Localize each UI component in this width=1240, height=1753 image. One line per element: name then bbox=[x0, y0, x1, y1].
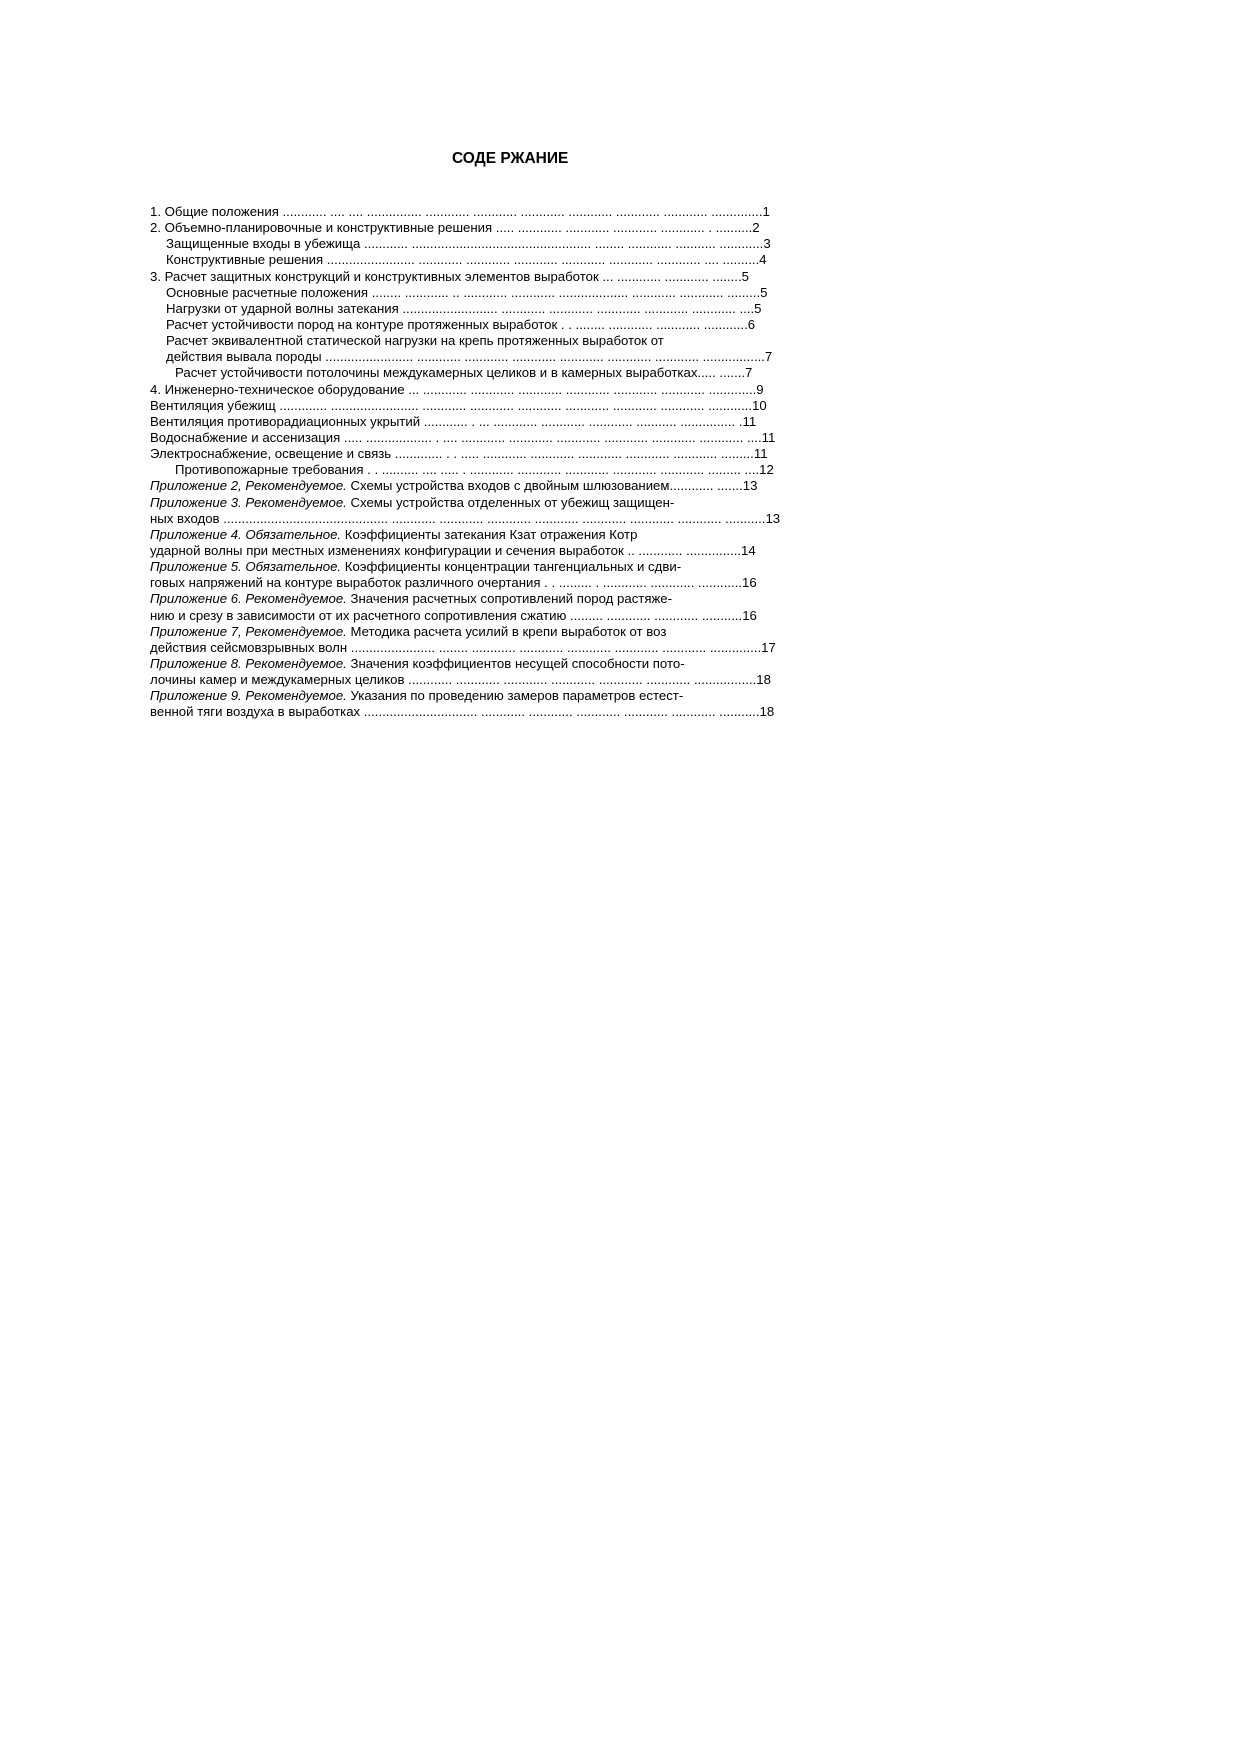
toc-entry-text: 1. Общие положения ............ .... .... ............... ............ ............ ............ ............ ............ ............ ..............1 bbox=[150, 204, 770, 219]
toc-entry-text: Коэффициенты затекания Кзат отражения Котр bbox=[341, 526, 638, 542]
toc-entry bbox=[150, 382, 850, 398]
toc-entry bbox=[150, 301, 850, 317]
toc-entry-text: ударной волны при местных изменениях конфигурации и сечения выработок .. ............ ...............14 bbox=[150, 542, 756, 558]
toc-entry-text: Нагрузки от ударной волны затекания .......................... ............ ............ ............ ............ ............ ....5 bbox=[166, 300, 762, 316]
toc-entry bbox=[150, 349, 850, 365]
toc-entry-text: лочины камер и междукамерных целиков ............ ............ ............ ............ ............ ............ .................18 bbox=[150, 672, 771, 688]
toc-entry-text: Вентиляция противорадиационных укрытий ............ . ... ............ ............ ............ ........... ............... .11 bbox=[150, 413, 757, 429]
toc-entry-text: Противопожарные требования . . .......... .... ..... . ............ ............ ............ ............ ............ ......... ....12 bbox=[175, 462, 774, 478]
toc-entry bbox=[150, 236, 850, 252]
toc-entry bbox=[150, 495, 850, 511]
toc-entry bbox=[150, 285, 850, 301]
appendix-label: Приложение 7, Рекомендуемое. bbox=[150, 623, 347, 639]
toc-entry bbox=[150, 220, 850, 236]
toc-entry bbox=[150, 672, 850, 688]
toc-entry bbox=[150, 478, 850, 494]
toc-entry bbox=[150, 398, 850, 414]
toc-entry-text: Коэффициенты концентрации тангенциальных и сдви- bbox=[341, 559, 682, 575]
toc-entry-text: 2. Объемно-планировочные и конструктивные решения ..... ............ ............ ............ ............ . ..........2 bbox=[150, 220, 760, 236]
toc-entry bbox=[150, 575, 850, 591]
toc-entry-text: действия вывала породы ........................ ............ ............ ............ ............ ............ ............ .................7 bbox=[166, 349, 773, 365]
toc-entry bbox=[150, 365, 850, 381]
toc-entry-text: Расчет устойчивости пород на контуре протяженных выработок . . ........ ............ ............ ............6 bbox=[166, 316, 756, 332]
toc-entry-text: Основные расчетные положения ........ ............ .. ............ ............ ................... ............ ............ .........5 bbox=[166, 284, 768, 300]
toc-entry bbox=[150, 317, 850, 333]
toc-entry bbox=[150, 333, 850, 349]
toc-entry bbox=[150, 559, 850, 575]
toc-entry-text: Расчет эквивалентной статической нагрузки на крепь протяженных выработок от bbox=[166, 333, 664, 349]
toc-entry-text: Расчет устойчивости потолочины междукамерных целиков и в камерных выработках..... .......7 bbox=[175, 365, 753, 381]
toc-entry-text: венной тяги воздуха в выработках ............................... ............ ............ ............ ............ ............ ...........18 bbox=[150, 704, 775, 720]
toc-entry-text: нию и срезу в зависимости от их расчетного сопротивления сжатию ......... ............ ............ ...........16 bbox=[150, 607, 757, 623]
toc-entry-text: Схемы устройства входов с двойным шлюзованием............ .......13 bbox=[346, 478, 758, 494]
toc-entry bbox=[150, 640, 850, 656]
toc-entry bbox=[150, 527, 850, 543]
toc-entry bbox=[150, 656, 850, 672]
toc-entry-text: Значения расчетных сопротивлений пород растяже- bbox=[346, 591, 673, 607]
toc-entry bbox=[150, 704, 850, 720]
toc-entry-text: Указания по проведению замеров параметров естест- bbox=[346, 688, 684, 704]
toc-entry bbox=[150, 591, 850, 607]
toc-entry-text: Электроснабжение, освещение и связь ............. . . ..... ............ ............ ............ ............ ............ .........11 bbox=[150, 446, 768, 462]
appendix-label: Приложение 3. Рекомендуемое. bbox=[150, 494, 347, 510]
toc-entry bbox=[150, 269, 850, 285]
toc-entry bbox=[150, 414, 850, 430]
toc-entry-text: Схемы устройства отделенных от убежищ защищен- bbox=[346, 494, 675, 510]
toc-entry bbox=[150, 688, 850, 704]
toc-entry-text: Защищенные входы в убежища ............ ................................................. ........ ............ ........... ............3 bbox=[166, 236, 771, 252]
toc-entry-text: ных входов ............................................. ............ ............ ............ ............ ............ ............ ............ ...........13 bbox=[150, 510, 781, 526]
toc-entry-text: 4. Инженерно-техническое оборудование ... ............ ............ ............ ............ ............ ............ .............9 bbox=[150, 381, 764, 397]
toc-entry-text: Значения коэффициентов несущей способности пото- bbox=[346, 655, 685, 671]
toc-entry-text: говых напряжений на контуре выработок различного очертания . . ......... . ............ ............ ............16 bbox=[150, 575, 757, 591]
table-of-contents bbox=[150, 204, 850, 721]
toc-entry bbox=[150, 462, 850, 478]
toc-entry bbox=[150, 430, 850, 446]
appendix-label: Приложение 5. Обязательное. bbox=[150, 559, 342, 575]
page-title: СОДЕ РЖАНИЕ bbox=[452, 150, 569, 167]
toc-entry-text: Методика расчета усилий в крепи выработок от воз bbox=[346, 623, 667, 639]
appendix-label: Приложение 9. Рекомендуемое. bbox=[150, 688, 347, 704]
toc-entry bbox=[150, 511, 850, 527]
toc-entry-text: Вентиляция убежищ ............. ........................ ............ ............ ............ ............ ............ ............ ............10 bbox=[150, 397, 767, 413]
toc-entry bbox=[150, 204, 850, 220]
appendix-label: Приложение 8. Рекомендуемое. bbox=[150, 655, 347, 671]
toc-entry bbox=[150, 543, 850, 559]
toc-entry bbox=[150, 252, 850, 268]
toc-entry-text: Водоснабжение и ассенизация ..... .................. . .... ............ ............ ............ ............ ............ ............ ....11 bbox=[150, 429, 776, 445]
appendix-label: Приложение 2, Рекомендуемое. bbox=[150, 478, 347, 494]
appendix-label: Приложение 6. Рекомендуемое. bbox=[150, 591, 347, 607]
toc-entry-text: 3. Расчет защитных конструкций и конструктивных элементов выработок ... ............ ............ ........5 bbox=[150, 268, 749, 284]
toc-entry-text: Конструктивные решения ........................ ............ ............ ............ ............ ............ ............ .... ..........4 bbox=[166, 252, 767, 268]
toc-entry bbox=[150, 446, 850, 462]
toc-entry bbox=[150, 608, 850, 624]
toc-entry bbox=[150, 624, 850, 640]
appendix-label: Приложение 4. Обязательное. bbox=[150, 526, 342, 542]
toc-entry-text: действия сейсмовзрывных волн ....................... ........ ............ ............ ............ ............ ............ ..............17 bbox=[150, 639, 776, 655]
